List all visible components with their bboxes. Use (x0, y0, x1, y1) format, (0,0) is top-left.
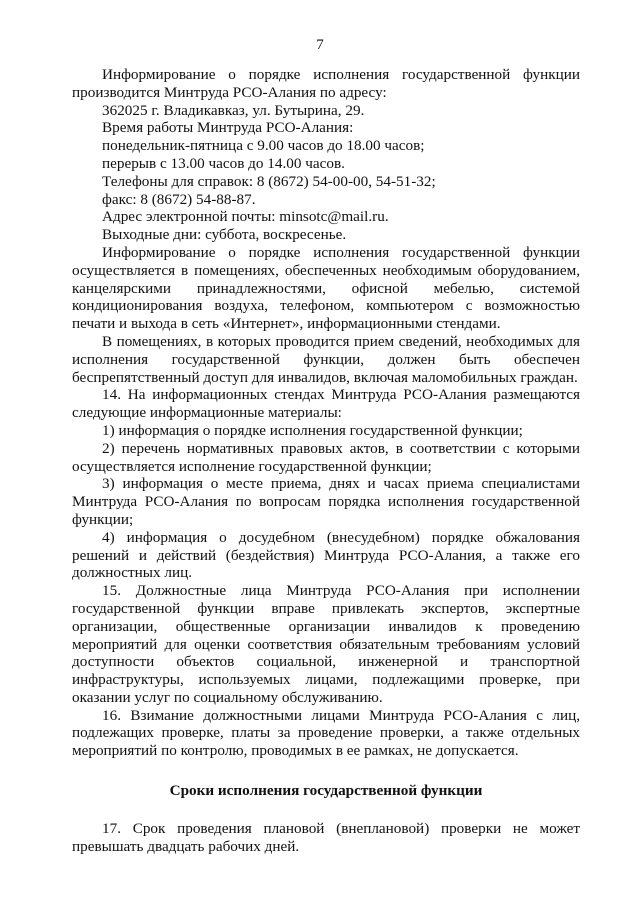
paragraph-premises: Информирование о порядке исполнения государственной функции осуществляется в помещениях, обеспеченных необходимым оборудованием, канцелярскими принадлежностями, офисной мебелью, системой кондиционирования воздуха, телефоном, компьютером с возможностью печати и выхода в сеть «Интернет», информационными стендами. (72, 243, 580, 333)
list-item-2: 2) перечень нормативных правовых актов, в соответствии с которыми осуществляется исполнение государственной функции; (72, 439, 580, 475)
paragraph-work-hours-title: Время работы Минтруда РСО-Алания: (102, 119, 354, 137)
section-title: Сроки исполнения государственной функции (169, 782, 483, 800)
paragraph-item-17: 17. Срок проведения плановой (внеплановой) проверки не может превышать двадцать рабочих дней. (72, 819, 580, 855)
list-item-1: 1) информация о порядке исполнения государственной функции; (102, 421, 523, 439)
paragraph-break: перерыв с 13.00 часов до 14.00 часов. (102, 154, 345, 172)
list-item-3: 3) информация о месте приема, днях и часах приема специалистами Минтруда РСО-Алания по вопросам порядка исполнения государственной функции; (72, 475, 580, 528)
paragraph-info-intro: Информирование о порядке исполнения государственной функции производится Минтруда РСО-Алания по адресу: (72, 66, 580, 101)
document-body (72, 66, 580, 855)
paragraph-item-14: 14. На информационных стендах Минтруда РСО-Алания размещаются следующие информационные материалы: (72, 386, 580, 422)
paragraph-phones: Телефоны для справок: 8 (8672) 54-00-00, 54-51-32; (102, 172, 436, 190)
paragraph-address: 362025 г. Владикавказ, ул. Бутырина, 29. (102, 101, 365, 119)
paragraph-item-16: 16. Взимание должностными лицами Минтруда РСО-Алания с лиц, подлежащих проверке, платы за проведение проверки, а также отдельных мероприятий по контролю, проводимых в ее рамках, не допускается. (72, 706, 580, 760)
paragraph-fax: факс: 8 (8672) 54-88-87. (102, 190, 256, 208)
paragraph-accessibility: В помещениях, в которых проводится прием сведений, необходимых для исполнения государственной функции, должен быть обеспечен беспрепятственный доступ для инвалидов, включая маломобильных граждан. (72, 332, 580, 386)
page-number: 7 (316, 37, 324, 53)
paragraph-item-15: 15. Должностные лица Минтруда РСО-Алания при исполнении государственной функции вправе привлекать экспертов, экспертные организации, общественные организации инвалидов к проведению мероприятий для оценки соответствия обязательным требованиям условий доступности объектов социальной, инженерной и транспортной инфраструктуры, используемых лицами, подлежащими проверке, при оказании услуг по социальному обслуживанию. (72, 582, 580, 706)
list-item-4: 4) информация о досудебном (внесудебном) порядке обжалования решений и действий (бездействия) Минтруда РСО-Алания, а также его должностных лиц. (72, 528, 580, 582)
paragraph-weekdays: понедельник-пятница с 9.00 часов до 18.00 часов; (102, 137, 425, 155)
paragraph-email: Адрес электронной почты: minsotc@mail.ru. (102, 208, 389, 226)
paragraph-days-off: Выходные дни: суббота, воскресенье. (102, 226, 347, 244)
